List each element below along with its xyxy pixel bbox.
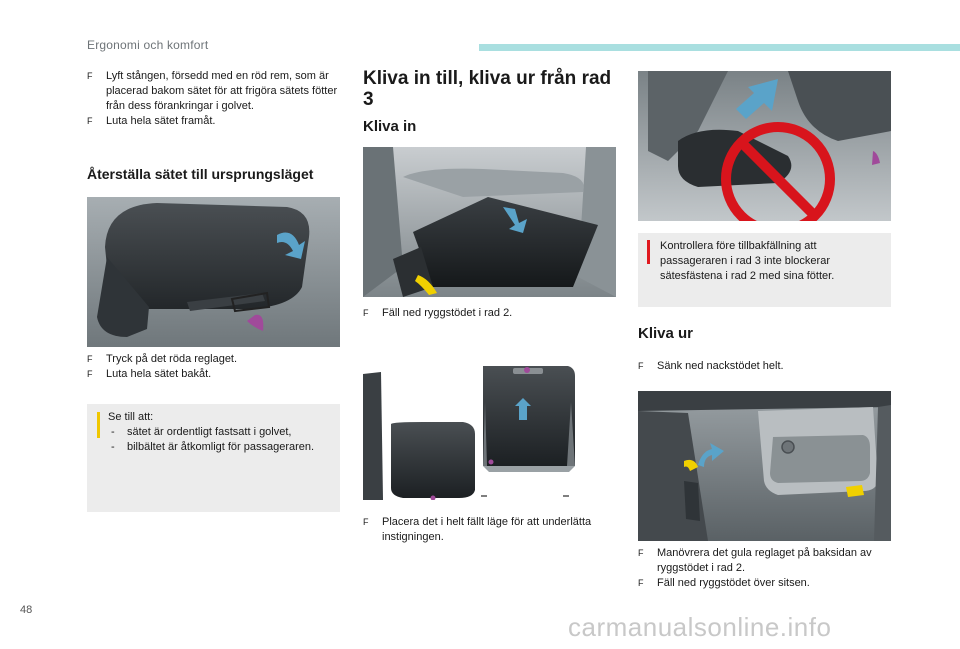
right-bottom-bullets — [638, 546, 893, 591]
bullet-item: F Sänk ned nackstödet helt. — [638, 360, 784, 372]
bullet-item: F Luta hela sätet framåt. — [87, 115, 216, 127]
middle-bullet-1 — [363, 306, 618, 321]
bullet-item: F Lyft stången, försedd med en röd rem, som är placerad bakom sätet för att frigöra sätets fötter från dess förankringar i golvet. — [87, 70, 338, 112]
section-header: Ergonomi och komfort — [87, 38, 209, 52]
info-title: Se till att: — [108, 411, 154, 423]
page-number: 48 — [20, 604, 33, 616]
bullet-item: F Tryck på det röda reglaget. — [87, 353, 238, 365]
folded-position-image — [363, 362, 616, 500]
folded-backrest-illustration — [363, 147, 616, 297]
left-top-bullets — [87, 69, 342, 129]
subheading-kliva-ur: Kliva ur — [638, 325, 694, 342]
yellow-lever-illustration — [638, 391, 891, 541]
seat-restore-image — [87, 197, 340, 347]
info-content — [108, 410, 333, 455]
watermark: carmanualsonline.info — [568, 612, 832, 642]
prohibited-feet-illustration — [638, 71, 891, 221]
info-box — [87, 404, 340, 512]
bullet-item: F Fäll ned ryggstödet över sitsen. — [638, 577, 810, 589]
fully-folded-illustration — [363, 362, 616, 500]
warning-marker — [647, 240, 650, 264]
warning-text: Kontrollera före tillbakfällning att passageraren i rad 3 inte blockerar sätesfästena i rad 2 med sina fötter. — [660, 240, 835, 282]
warning-box — [638, 233, 891, 307]
section-heading-restore: Återställa sätet till ursprungsläget — [87, 166, 314, 182]
subheading-kliva-in: Kliva in — [363, 118, 417, 135]
header-accent-bar — [479, 44, 960, 51]
right-bullet-1 — [638, 359, 893, 374]
bullet-item: F Placera det i helt fällt läge för att underlätta instigningen. — [363, 516, 592, 543]
bullet-item: F Fäll ned ryggstödet i rad 2. — [363, 307, 513, 319]
info-list — [108, 425, 333, 455]
info-marker — [97, 412, 100, 438]
section-heading-row3: Kliva in till, kliva ur från rad 3 — [363, 68, 612, 110]
backrest-release-image — [638, 391, 891, 541]
list-item: - bilbältet är åtkomligt för passageraren. — [108, 440, 333, 455]
row2-fold-image — [363, 147, 616, 297]
feet-warning-image — [638, 71, 891, 221]
bullet-item: F Luta hela sätet bakåt. — [87, 368, 212, 380]
bullet-item: F Manövrera det gula reglaget på baksidan av ryggstödet i rad 2. — [638, 547, 872, 574]
seat-illustration — [87, 197, 340, 347]
left-mid-bullets — [87, 352, 342, 382]
list-item: - sätet är ordentligt fastsatt i golvet, — [108, 425, 333, 440]
middle-bullet-2 — [363, 515, 618, 545]
